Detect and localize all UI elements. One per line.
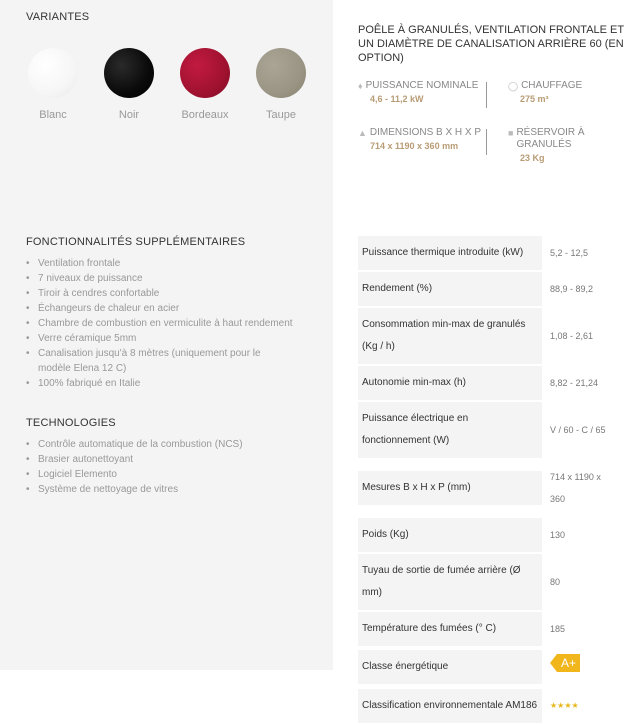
table-row [358,236,613,272]
swatch-circle-blanc[interactable] [28,48,78,98]
swatch-circle-taupe[interactable] [256,48,306,98]
features-list [26,256,296,391]
row-key: Rendement (%) [358,272,542,306]
feature-item: • Chambre de combustion en vermiculite à haut rendement [26,316,296,331]
energy-class-badge [550,654,580,672]
spec-value: 23 Kg [520,153,545,163]
table-row [358,272,613,308]
technology-item: • Brasier autonettoyant [26,452,296,467]
row-value: 80 [542,565,613,599]
table-row [358,308,613,366]
feature-item: • Verre céramique 5mm [26,331,296,346]
swatch-label: Taupe [266,109,296,121]
technology-item: • Système de nettoyage de vitres [26,482,296,497]
row-value: 185 [542,612,613,646]
table-row [358,612,613,648]
technologies-title: TECHNOLOGIES [26,417,116,429]
feature-item: • 7 niveaux de puissance [26,271,296,286]
feature-item: • 100% fabriqué en Italie [26,376,296,391]
spec-label: RÉSERVOIR À GRANULÉS [516,127,585,150]
row-key: Autonomie min-max (h) [358,366,542,400]
table-row-energy [358,648,613,688]
swatch-label: Noir [118,109,140,121]
spec-label: DIMENSIONS B X H X P [369,127,482,138]
row-value: 8,82 - 21,24 [542,366,613,400]
row-value: 1,08 - 2,61 [542,319,613,353]
row-key: Puissance électrique en fonctionnement (W) [358,402,542,458]
row-value: 130 [542,518,613,552]
bulb-icon: ◯ [508,81,519,91]
feature-item: • Échangeurs de chaleur en acier [26,301,296,316]
spec-value: 275 m³ [520,94,549,104]
row-value: V / 60 - C / 65 [542,413,613,447]
swatch-label: Bordeaux [181,109,229,121]
table-row [358,518,613,554]
spec-label: PUISSANCE NOMINALE [365,80,479,91]
energy-class-label: A+ [557,654,580,672]
spec-table [358,236,613,725]
swatch-circle-bordeaux[interactable] [180,48,230,98]
spec-label: CHAUFFAGE [521,80,583,91]
spec-puissance [358,80,488,104]
flame-icon: ♦ [358,81,363,91]
row-key: Consommation min-max de granulés (Kg / h) [358,308,542,364]
right-panel [333,0,638,711]
table-row [358,554,613,612]
row-key: Température des fumées (° C) [358,612,542,646]
row-key: Tuyau de sortie de fumée arrière (Ø mm) [358,554,542,610]
technology-item: • Contrôle automatique de la combustion (NCS) [26,437,296,452]
tank-icon: ■ [508,128,514,138]
left-panel [0,0,333,670]
star-rating: ★★★★ [550,701,579,710]
spec-dimensions [358,127,488,151]
spec-reservoir [508,127,618,163]
swatch-blanc[interactable] [28,48,104,121]
features-block [26,236,296,391]
technology-item: • Logiciel Elemento [26,467,296,482]
features-title: FONCTIONNALITÉS SUPPLÉMENTAIRES [26,236,246,248]
row-value [542,688,613,723]
spec-value: 4,6 - 11,2 kW [370,94,424,104]
table-row [358,460,613,518]
variantes-title: VARIANTES [26,11,90,23]
table-row-env [358,688,613,725]
color-swatches [28,48,332,121]
product-title: POÊLE À GRANULÉS, VENTILATION FRONTALE ET UN DIAMÈTRE DE CANALISATION ARRIÈRE 60 (EN OPTION) [358,24,624,64]
row-key: Mesures B x H x P (mm) [358,471,542,505]
feature-item: • Tiroir à cendres confortable [26,286,296,301]
table-row [358,366,613,402]
swatch-bordeaux[interactable] [180,48,256,121]
row-value [542,648,613,686]
row-key: Poids (Kg) [358,518,542,552]
box-icon: ▲ [358,128,367,138]
row-key: Classe énergétique [358,650,542,684]
swatch-circle-noir[interactable] [104,48,154,98]
divider [486,82,487,108]
swatch-noir[interactable] [104,48,180,121]
swatch-taupe[interactable] [256,48,332,121]
technologies-block [26,417,296,497]
row-key: Puissance thermique introduite (kW) [358,236,542,270]
divider [486,129,487,155]
row-value: 88,9 - 89,2 [542,272,613,306]
technologies-list [26,437,296,497]
feature-item: • Ventilation frontale [26,256,296,271]
table-row [358,402,613,460]
spec-chauffage [508,80,638,104]
spec-value: 714 x 1190 x 360 mm [370,141,459,151]
row-value: 5,2 - 12,5 [542,236,613,270]
feature-item: • Canalisation jusqu'à 8 mètres (uniquement pour le modèle Elena 12 C) [26,346,296,376]
row-key: Classification environnementale AM186 [358,689,542,723]
swatch-label: Blanc [39,109,67,121]
row-value: 714 x 1190 x 360 [542,460,613,516]
